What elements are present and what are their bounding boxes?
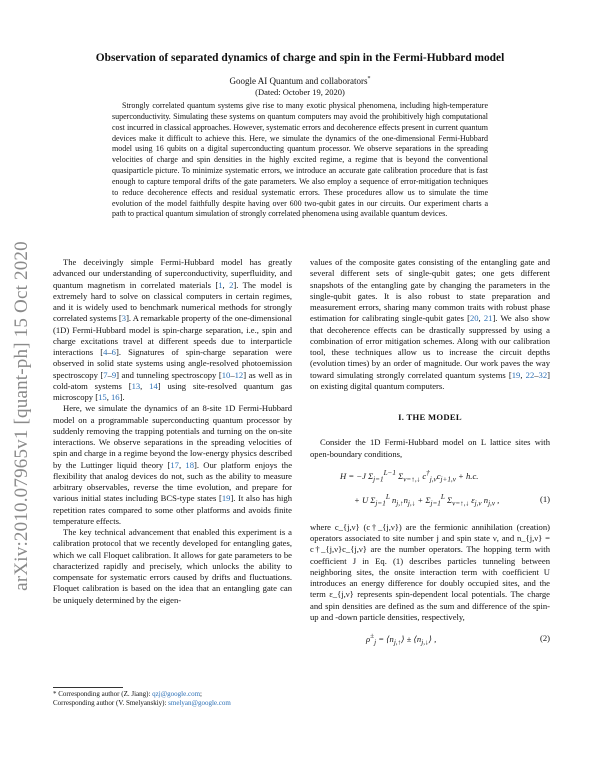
definitions-paragraph: where c_{j,ν} (c†_{j,ν}) are the fermionic annihilation (creation) operators associated to site number j and spin state ν, and n_{j,ν} = c†_{j,ν}c_{j,ν} are the number operators. The hopping term with coefficient J in Eq. (1) describes particles tunneling between neighboring sites, the onsite interaction term with coefficient U introduces an energy difference for doubly occupied sites, and the term ε_{j,ν} represents spin-dependent local potentials. The charge and spin densities are defined as the sum and difference of the spin-up and -down particle densities, respectively, — [310, 521, 550, 622]
paper-title: Observation of separated dynamics of charge and spin in the Fermi-Hubbard model — [95, 52, 505, 64]
citation-link[interactable]: 14 — [149, 380, 158, 391]
citation-link[interactable]: 22 — [525, 369, 535, 380]
authors-mark: * — [367, 76, 371, 82]
citation-link[interactable]: 16 — [111, 392, 120, 402]
right-column — [310, 257, 550, 649]
arxiv-watermark: arXiv:2010.07965v1 [quant-ph] 15 Oct 2020 — [11, 241, 32, 591]
citation-link[interactable]: 21 — [483, 313, 493, 324]
intro-paragraph-3: The key technical advancement that enabled this experiment is a calibration protocol that we recently developed for entangling gates, which we call Floquet calibration. It allows for gate parameters to be characterized rapidly and precisely, which unlocks the ability to compensate for systematic errors caused by drifts and fluctuations. Floquet calibration is based on the idea that an entangling gate can be uniquely determined by the eigen- — [53, 527, 292, 605]
citation-link[interactable]: 12 — [234, 369, 244, 380]
footnotes — [53, 690, 303, 708]
citation-link[interactable]: 13 — [131, 380, 141, 391]
abstract: Strongly correlated quantum systems give rise to many exotic physical phenomena, including high-temperature superconductivity. Simulating these systems on quantum computers may avoid the prohibitively high computational cost incurred in classical approaches. However, systematic errors and decoherence effects present in current quantum devices make it difficult to achieve this. Here, we simulate the dynamics of the one-dimensional Fermi-Hubbard model using 16 qubits on a digital superconducting quantum processor. We observe separations in the spreading velocities of charge and spin densities in the highly excited regime, a regime that is beyond the conventional quasiparticle picture. To minimize systematic errors, we introduce an accurate gate calibration procedure that is fast enough to capture temporal drifts of the gate parameters. We also employ a sequence of error-mitigation techniques to reduce decoherence effects and residual systematic errors. These procedures allow us to simulate the time evolution of the model faithfully despite having over 600 two-qubit gates in our circuits. Our experiment charts a path to practical quantum simulation of strongly correlated phenomena using available quantum devices. — [112, 101, 488, 219]
citation-link[interactable]: 19 — [221, 493, 231, 504]
dated-line: (Dated: October 19, 2020) — [255, 87, 345, 97]
citation-link[interactable]: 20 — [469, 313, 479, 324]
citation-link[interactable]: 2 — [229, 279, 234, 290]
citation-link[interactable]: 17 — [170, 459, 179, 470]
citation-link[interactable]: 18 — [185, 459, 194, 470]
citation-link[interactable]: 6 — [111, 347, 116, 357]
citation-link[interactable]: 3 — [121, 313, 127, 324]
equation-2-number: (2) — [539, 633, 550, 643]
author-line — [0, 76, 600, 86]
left-column — [53, 257, 292, 606]
equation-1-number: (1) — [539, 493, 550, 504]
citation-link[interactable]: 15 — [98, 392, 107, 402]
equation-1-line-2: + U $\Sigma_{j=1}^L$ $n_{j,↑}n_{j,↓} + \Sigma_{j=1}^L$ $\Sigma_{\nu=↑,↓}$ $\varepsilon_{j,\nu}$ $n_{j,\nu}$ , — [354, 492, 500, 508]
section-heading: I. THE MODEL — [398, 412, 462, 422]
footnote-rule — [53, 687, 123, 688]
model-paragraph: Consider the 1D Fermi-Hubbard model on L lattice sites with open-boundary conditions, — [310, 437, 550, 459]
footnote-1: * Corresponding author (Z. Jiang): qzj@google.com; — [53, 690, 202, 698]
intro-paragraph-4: values of the composite gates consisting of the entangling gate and several different sets of single-qubit gates; one gets different snapshots of the entangling gate by changing the parameters in the single-qubit gates. It is also robust to state preparation and measurement errors, sharing many common traits with robust phase estimation for calibrating single-qubit gates [20, 21]. We also show that decoherence effects can be drastically suppressed by using a combination of error mitigation schemes. Along with our calibration tool, these techniques allow us to increase the circuit depths (evolution times) by an order of magnitude. Our work paves the way toward simulating strongly correlated quantum systems [19, 22–32] on existing digital quantum computers. — [310, 257, 551, 391]
authors: Google AI Quantum and collaborators — [229, 76, 368, 86]
citation-link[interactable]: 4 — [103, 347, 108, 357]
equation-1-line-1: H = −J $\Sigma_{j=1}^{L-1}$ $\Sigma_{\nu=↑,↓}$ $c^\dagger_{j,\nu}c_{j+1,\nu} + h.c$. — [340, 468, 479, 484]
citation-link[interactable]: 19 — [511, 369, 521, 380]
citation-link[interactable]: 10 — [221, 369, 231, 380]
intro-paragraph-2: Here, we simulate the dynamics of an 8-site 1D Fermi-Hubbard model on a programmable superconducting quantum processor by suddenly removing the trapping potentials and turning on the on-site interactions. We observe separations in the spreading velocities of spin and charge in a regime beyond the low-energy physics described by the Luttinger liquid theory [17, 18]. Our platform enjoys the flexibility that analog devices do not, such as the ability to measure arbitrary observables, reverse the time evolution, and prepare for various initial states including BCS-type states [19]. It also has high repetition rates compared to some other platforms and avoids finite temperature effects. — [53, 403, 293, 526]
citation-link[interactable]: 1 — [218, 279, 223, 290]
email-link[interactable]: smelyan@google.com — [168, 699, 231, 707]
equation-1 — [310, 464, 550, 518]
citation-link[interactable]: 9 — [111, 369, 117, 380]
citation-link[interactable]: 32 — [538, 369, 548, 380]
equation-2-body: $\rho^\pm_j$ = $⟨n_{j,↑}⟩$ ± $⟨n_{j,↓}⟩$ , — [366, 632, 437, 647]
equation-2 — [310, 629, 550, 649]
intro-paragraph-1: The deceivingly simple Fermi-Hubbard model has greatly advanced our understanding of superconductivity, superfluidity, and quantum magnetism in correlated materials [1, 2]. The model is extremely hard to solve on classical computers in certain regimes, and it is widely used to benchmark numerical methods for strongly correlated systems [3]. A remarkable property of the one-dimensional (1D) Fermi-Hubbard model is spin-charge separation, i.e., spin and charge excitations travel at different speeds due to interparticle interactions [4–6]. Signatures of spin-charge separation were observed in solid state systems using angle-resolved photoemission spectroscopy [7–9] and tunneling spectroscopy [10–12] as well as in cold-atom systems [13, 14] using site-resolved quantum gas microscopy [15, 16]. — [53, 257, 293, 402]
footnote-2: Corresponding author (V. Smelyanskiy): smelyan@google.com — [53, 699, 231, 707]
email-link[interactable]: qzj@google.com — [152, 690, 201, 698]
citation-link[interactable]: 7 — [103, 369, 108, 380]
